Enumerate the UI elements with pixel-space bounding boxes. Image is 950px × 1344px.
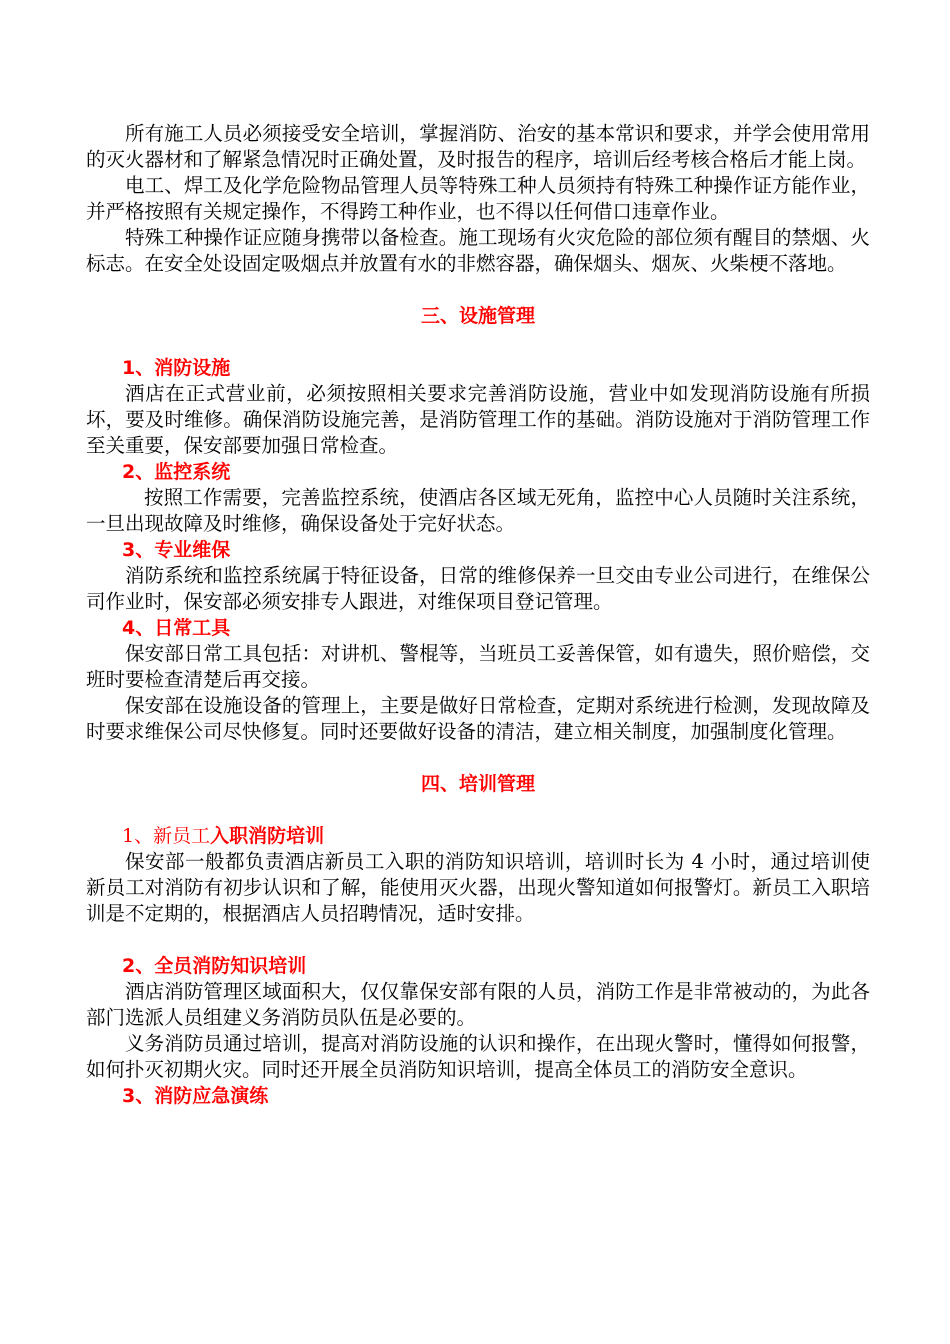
intro-paragraph-2: 电工、焊工及化学危险物品管理人员等特殊工种人员须持有特殊工种操作证方能作业，并严格按照有关规定操作，不得跨工种作业，也不得以任何借口违章作业。 [86,174,870,223]
document-page [86,121,870,1109]
subsection-title-onboarding-training [86,823,870,849]
subsection-title-maintenance: 3、专业维保 [122,539,231,561]
subsection-title-daily-tools: 4、日常工具 [122,617,231,639]
onboarding-title-prefix: 1、新员工 [122,825,211,847]
onboarding-title-rest: 入职消防培训 [210,825,325,847]
all-staff-training-paragraph-2: 义务消防员通过培训，提高对消防设施的认识和操作，在出现火警时，懂得如何报警，如何扑灭初期火灾。同时还开展全员消防知识培训，提高全体员工的消防安全意识。 [86,1032,870,1081]
intro-paragraph-3: 特殊工种操作证应随身携带以备检查。施工现场有火灾危险的部位须有醒目的禁烟、火标志。在安全处设固定吸烟点并放置有水的非燃容器，确保烟头、烟灰、火柴梗不落地。 [86,226,870,275]
daily-tools-paragraph-1: 保安部日常工具包括：对讲机、警棍等，当班员工妥善保管，如有遗失，照价赔偿，交班时要检查清楚后再交接。 [86,642,870,691]
subsection-title-fire-facilities: 1、消防设施 [122,357,231,379]
all-staff-training-paragraph-1: 酒店消防管理区域面积大，仅仅靠保安部有限的人员，消防工作是非常被动的，为此各部门选派人员组建义务消防员队伍是必要的。 [86,980,870,1029]
fire-facilities-paragraph: 酒店在正式营业前，必须按照相关要求完善消防设施，营业中如发现消防设施有所损坏，要及时维修。确保消防设施完善，是消防管理工作的基础。消防设施对于消防管理工作至关重要，保安部要加强日常检查。 [86,382,870,457]
section-title-training: 四、培训管理 [420,773,535,795]
daily-tools-paragraph-2: 保安部在设施设备的管理上，主要是做好日常检查，定期对系统进行检测，发现故障及时要求维保公司尽快修复。同时还要做好设备的清洁，建立相关制度，加强制度化管理。 [86,694,870,743]
subsection-title-all-staff-training: 2、全员消防知识培训 [122,955,307,977]
section-title-facilities: 三、设施管理 [420,305,535,327]
subsection-title-monitoring: 2、监控系统 [122,461,231,483]
onboarding-training-paragraph: 保安部一般都负责酒店新员工入职的消防知识培训，培训时长为 4 小时，通过培训使新员工对消防有初步认识和了解，能使用灭火器，出现火警知道如何报警灯。新员工入职培训是不定期的，根据酒店人员招聘情况，适时安排。 [86,850,870,925]
monitoring-paragraph: 按照工作需要，完善监控系统，使酒店各区域无死角，监控中心人员随时关注系统，一旦出现故障及时维修，确保设备处于完好状态。 [86,486,870,535]
maintenance-paragraph: 消防系统和监控系统属于特征设备，日常的维修保养一旦交由专业公司进行，在维保公司作业时，保安部必须安排专人跟进，对维保项目登记管理。 [86,564,870,613]
intro-paragraph-1: 所有施工人员必须接受安全培训，掌握消防、治安的基本常识和要求，并学会使用常用的灭火器材和了解紧急情况时正确处置，及时报告的程序，培训后经考核合格后才能上岗。 [86,122,870,171]
subsection-title-emergency-drill: 3、消防应急演练 [122,1085,269,1107]
